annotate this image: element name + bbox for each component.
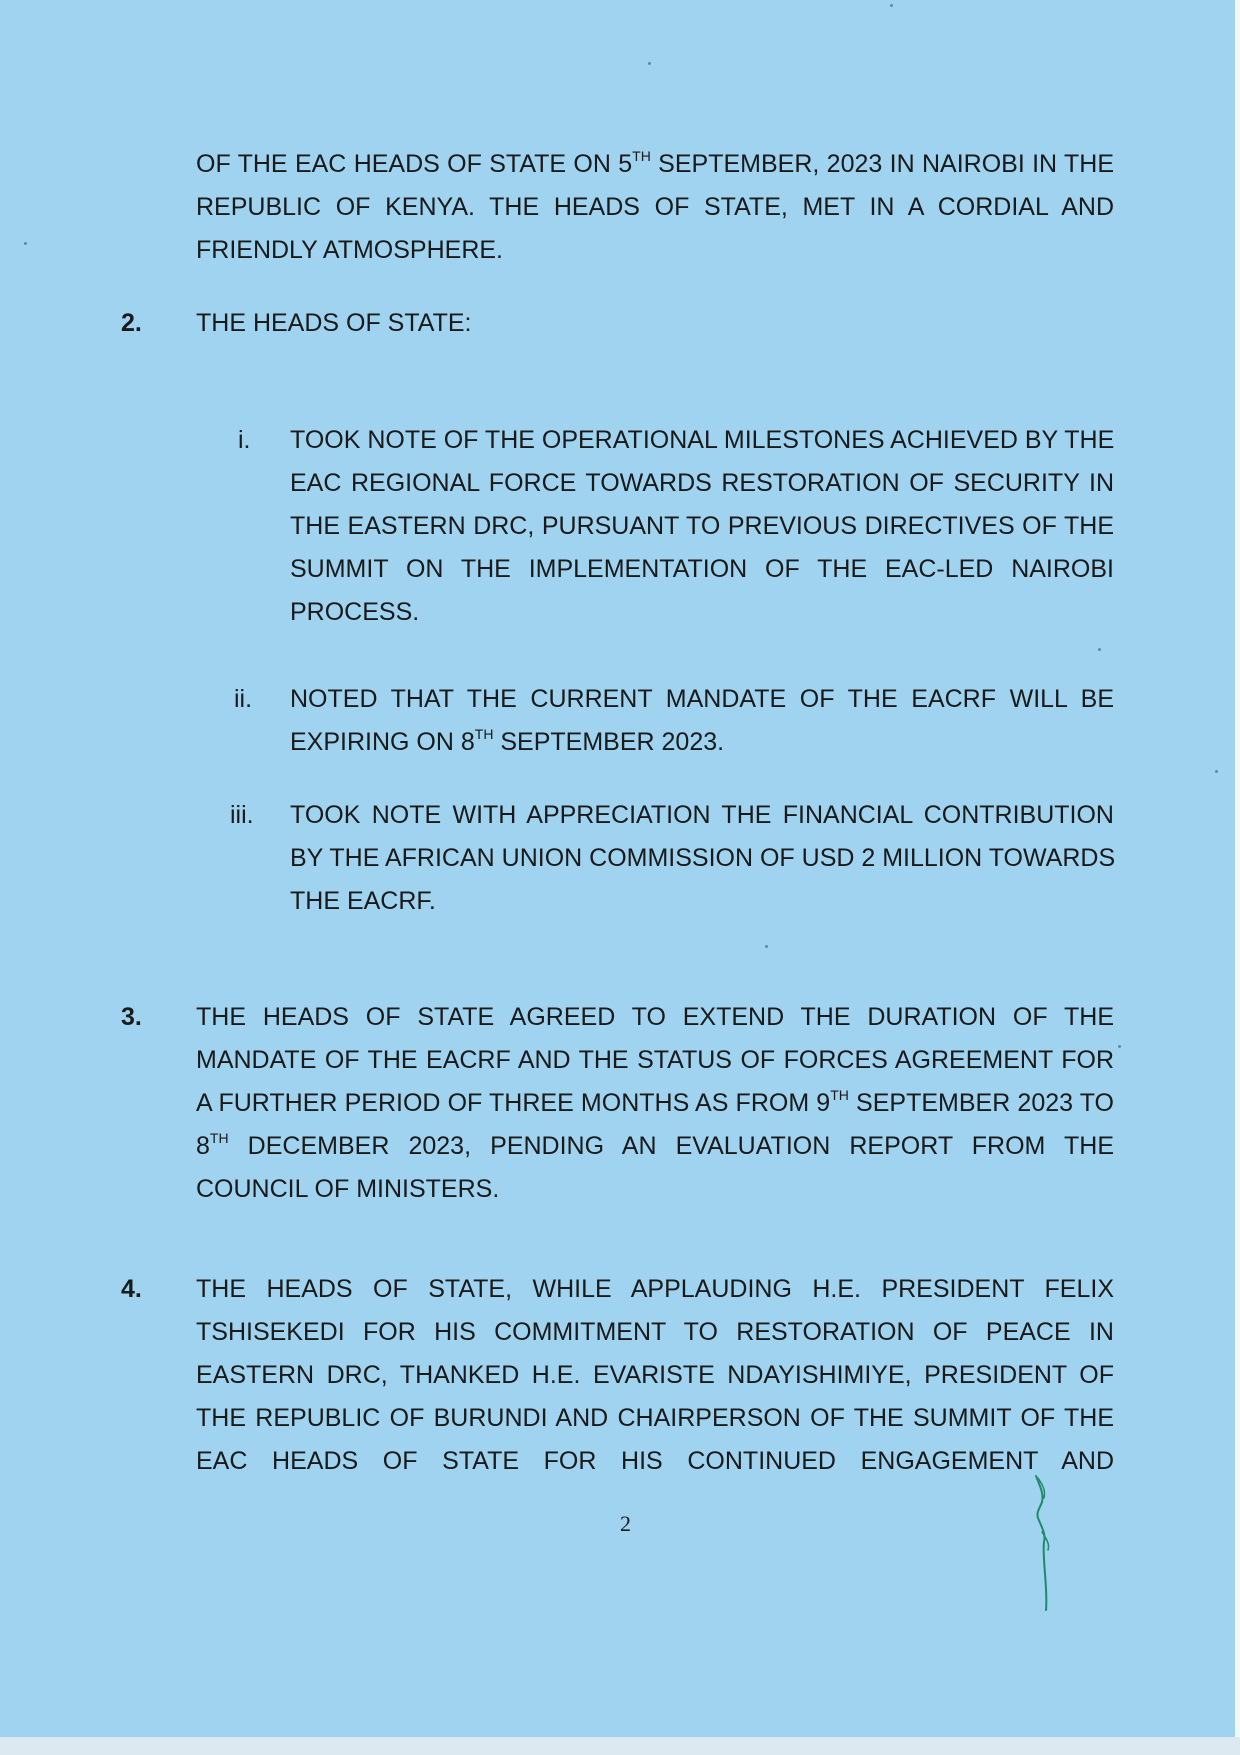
intro-line: FRIENDLY ATMOSPHERE. — [196, 236, 504, 264]
list-numeral: iii. — [230, 801, 254, 829]
intro-line: OF THE EAC HEADS OF STATE ON 5TH SEPTEMBER, 2023 IN NAIROBI IN THE — [196, 148, 1114, 178]
scan-speck — [24, 242, 27, 245]
handwritten-initial-icon — [1020, 1468, 1060, 1618]
page-number: 2 — [620, 1511, 631, 1536]
scan-speck — [1098, 648, 1101, 651]
list-item: NOTED THAT THE CURRENT MANDATE OF THE EACRF WILL BE EXPIRING ON 8TH SEPTEMBER 2023. — [290, 685, 1114, 756]
intro-line: REPUBLIC OF KENYA. THE HEADS OF STATE, MET IN A CORDIAL AND — [196, 193, 1114, 221]
paper-edge-right — [1235, 0, 1240, 1755]
list-item: TOOK NOTE OF THE OPERATIONAL MILESTONES ACHIEVED BY THE EAC REGIONAL FORCE TOWARDS RESTORATION OF SECURITY IN THE EASTERN DRC, PURSUANT TO PREVIOUS DIRECTIVES OF THE SUMMIT ON THE IMPLEMENTATION OF THE EAC-LED NAIROBI PROCESS. — [290, 426, 1115, 626]
section-number: 4. — [121, 1275, 142, 1303]
section-number: 3. — [121, 1003, 142, 1031]
paper-edge-bottom — [0, 1737, 1240, 1755]
scan-speck — [765, 945, 768, 948]
list-item: TOOK NOTE WITH APPRECIATION THE FINANCIAL CONTRIBUTION BY THE AFRICAN UNION COMMISSION OF USD 2 MILLION TOWARDS THE EACRF. — [290, 801, 1116, 915]
intro-paragraph — [196, 143, 1114, 272]
scan-speck — [1215, 770, 1218, 773]
section-number: 2. — [121, 309, 142, 337]
list-numeral: i. — [238, 426, 251, 454]
list-numeral: ii. — [234, 685, 253, 713]
scan-speck — [890, 4, 893, 7]
section-heading: THE HEADS OF STATE: — [196, 309, 472, 337]
scan-speck — [648, 62, 651, 65]
section-paragraph: THE HEADS OF STATE AGREED TO EXTEND THE DURATION OF THE MANDATE OF THE EACRF AND THE STATUS OF FORCES AGREEMENT FOR A FURTHER PERIOD OF THREE MONTHS AS FROM 9TH SEPTEMBER 2023 TO 8TH DECEMBER 2023, PENDING AN EVALUATION REPORT FROM THE COUNCIL OF MINISTERS. — [196, 1003, 1115, 1203]
section-paragraph: THE HEADS OF STATE, WHILE APPLAUDING H.E. PRESIDENT FELIX TSHISEKEDI FOR HIS COMMITMENT TO RESTORATION OF PEACE IN EASTERN DRC, THANKED H.E. EVARISTE NDAYISHIMIYE, PRESIDENT OF THE REPUBLIC OF BURUNDI AND CHAIRPERSON OF THE SUMMIT OF THE EAC HEADS OF STATE FOR HIS CONTINUED ENGAGEMENT AND — [196, 1275, 1114, 1475]
scan-speck — [1118, 1045, 1121, 1048]
